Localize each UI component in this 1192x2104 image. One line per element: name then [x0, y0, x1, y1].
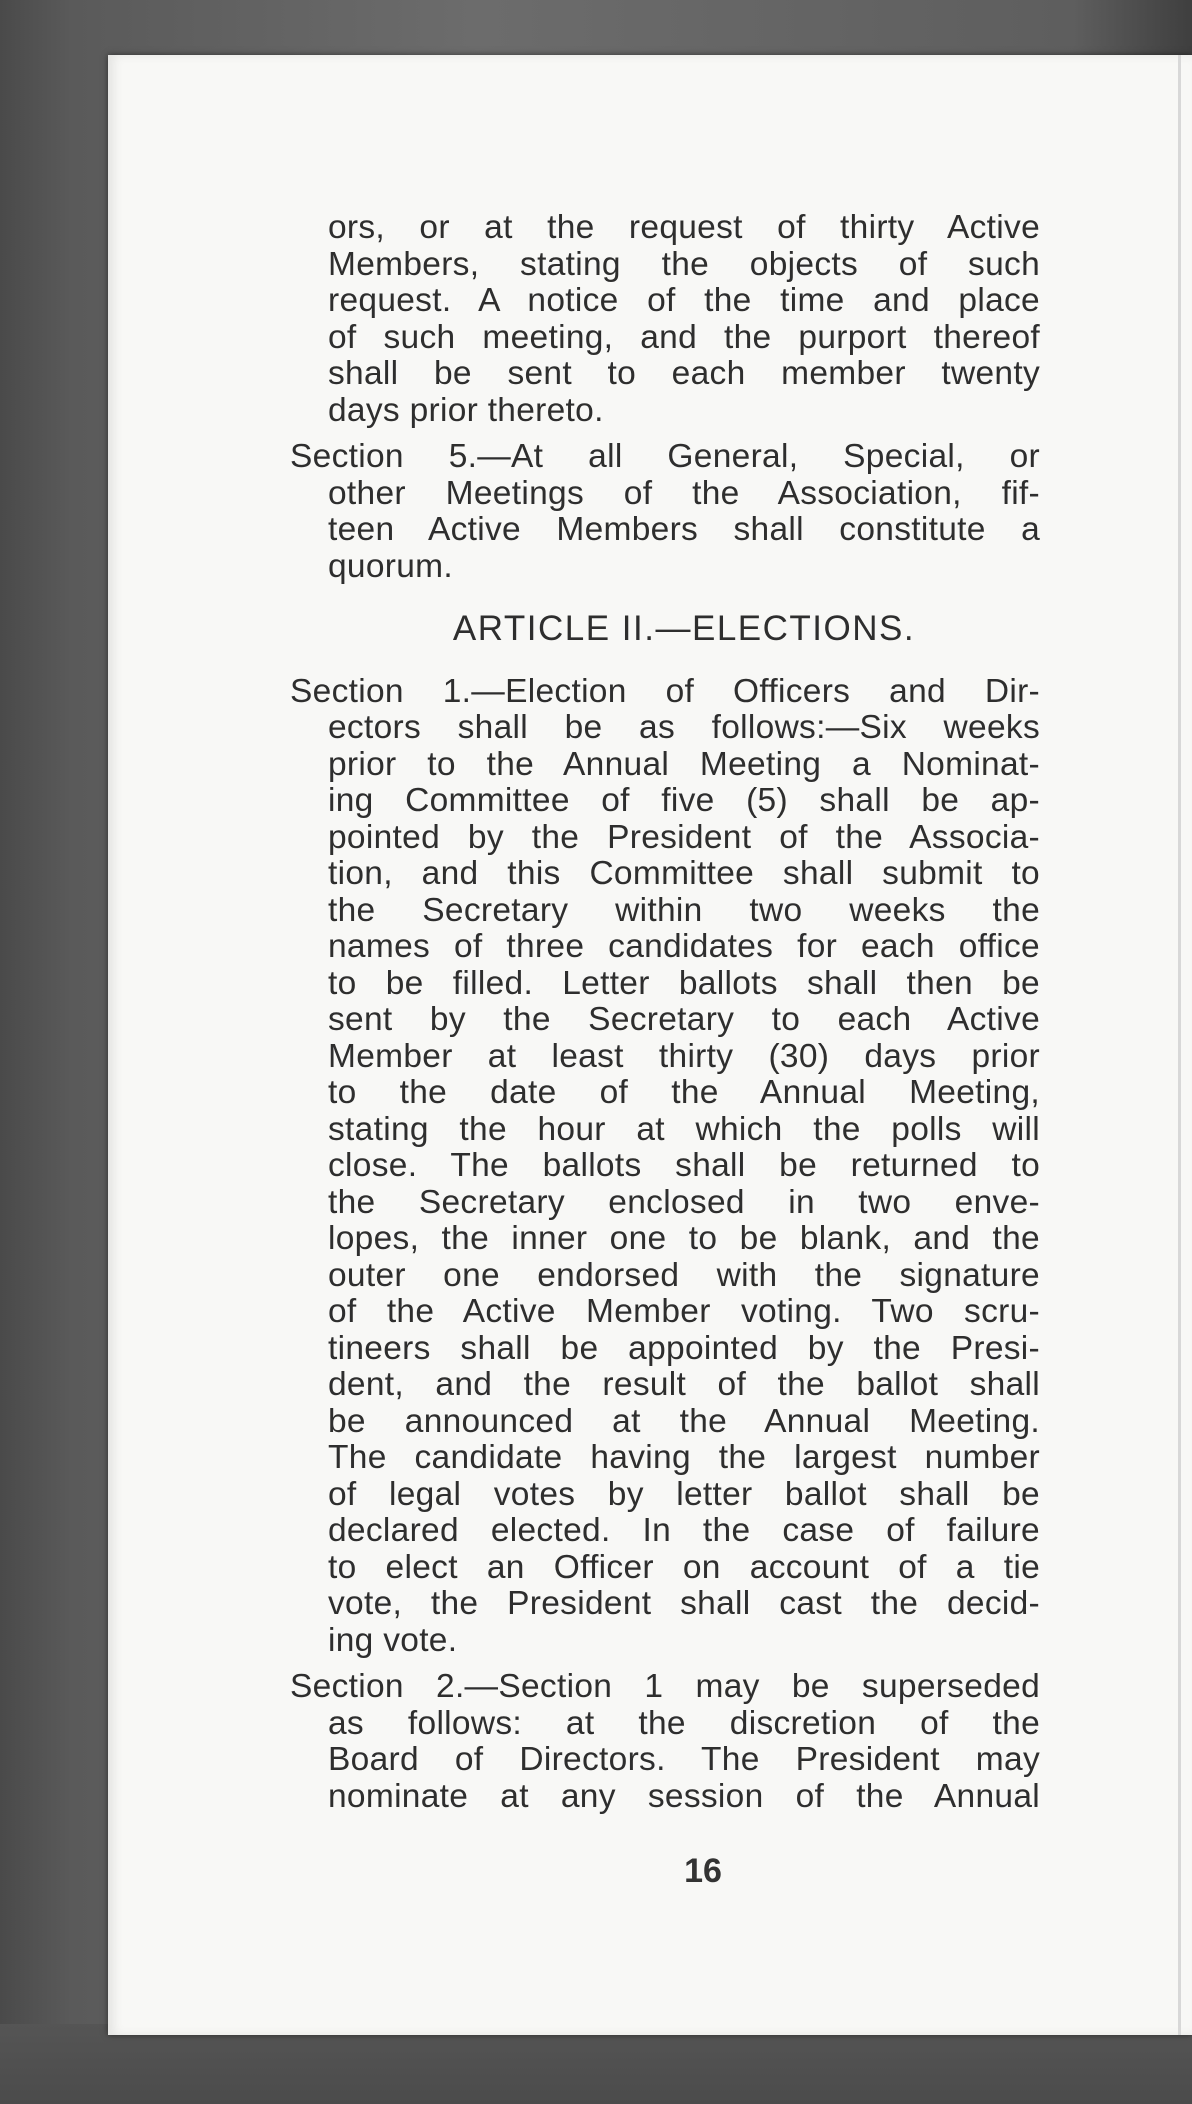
text-line: to elect an Officer on account of a tie	[328, 1548, 1040, 1586]
text-line: declared elected. In the case of failure	[328, 1512, 1040, 1549]
text-line: other Meetings of the Association, fif-	[328, 474, 1040, 512]
text-line: ors, or at the request of thirty Active	[328, 209, 1040, 246]
text-line: outer one endorsed with the signature	[328, 1256, 1040, 1294]
text-line: Section 5.—At all General, Special, or	[290, 438, 1040, 475]
page-edge	[1178, 55, 1181, 2035]
text-line: shall be sent to each member twenty	[328, 355, 1040, 392]
text-line: of legal votes by letter ballot shall be	[328, 1475, 1040, 1513]
text-line: of such meeting, and the purport thereof	[328, 318, 1040, 356]
text-line: Section 2.—Section 1 may be superseded	[290, 1668, 1040, 1705]
text-line: quorum.	[328, 547, 453, 585]
text-line: vote, the President shall cast the decid-	[328, 1585, 1040, 1622]
text-line: The candidate having the largest number	[328, 1439, 1040, 1476]
text-line: tion, and this Committee shall submit to	[328, 855, 1040, 892]
section-2-paragraph	[290, 1669, 1040, 1815]
text-line: ing vote.	[328, 1621, 458, 1659]
page-body	[290, 210, 1040, 1815]
text-line: to be filled. Letter ballots shall then be	[328, 964, 1040, 1002]
text-line: of the Active Member voting. Two scru-	[328, 1293, 1040, 1330]
text-line: the Secretary enclosed in two enve-	[328, 1183, 1040, 1221]
text-line: request. A notice of the time and place	[328, 282, 1040, 319]
text-line: pointed by the President of the Associa-	[328, 818, 1040, 856]
text-line: as follows: at the discretion of the	[328, 1704, 1040, 1742]
text-line: Section 1.—Election of Officers and Dir-	[290, 672, 1040, 710]
continuation-paragraph	[290, 210, 1040, 429]
text-line: sent by the Secretary to each Active	[328, 1001, 1040, 1038]
text-line: stating the hour at which the polls will	[328, 1110, 1040, 1148]
text-line: Members, stating the objects of such	[328, 245, 1040, 283]
text-line: prior to the Annual Meeting a Nominat-	[328, 745, 1040, 783]
text-line: to the date of the Annual Meeting,	[328, 1074, 1040, 1111]
text-line: Member at least thirty (30) days prior	[328, 1037, 1040, 1075]
text-line: close. The ballots shall be returned to	[328, 1147, 1040, 1184]
text-line: be announced at the Annual Meeting.	[328, 1402, 1040, 1440]
article-heading: ARTICLE II.—ELECTIONS.	[452, 609, 916, 648]
text-line: nominate at any session of the Annual	[328, 1777, 1040, 1815]
scan-background	[0, 2024, 1192, 2104]
text-line: teen Active Members shall constitute a	[328, 511, 1040, 548]
section-5-paragraph	[290, 439, 1040, 585]
text-line: ectors shall be as follows:—Six weeks	[328, 709, 1040, 746]
text-line: Board of Directors. The President may	[328, 1741, 1040, 1778]
text-line: dent, and the result of the ballot shall	[328, 1366, 1040, 1403]
text-line: lopes, the inner one to be blank, and the	[328, 1220, 1040, 1257]
text-line: tineers shall be appointed by the Presi-	[328, 1329, 1040, 1367]
text-line: the Secretary within two weeks the	[328, 891, 1040, 929]
text-line: names of three candidates for each office	[328, 928, 1040, 965]
text-line: ing Committee of five (5) shall be ap-	[328, 782, 1040, 819]
page-number: 16	[684, 1852, 722, 1890]
text-line: days prior thereto.	[328, 391, 604, 429]
section-1-paragraph	[290, 674, 1040, 1660]
